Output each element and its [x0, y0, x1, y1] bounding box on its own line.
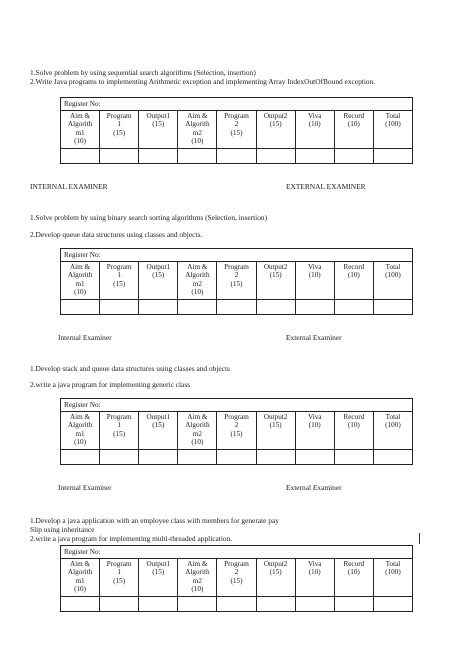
header-program-2: Program 2 (15) — [217, 559, 256, 597]
header-total: Total (100) — [373, 559, 412, 597]
mark-cell[interactable] — [139, 300, 178, 315]
header-program-1: Program 1 (15) — [100, 559, 139, 597]
mark-cell[interactable] — [139, 597, 178, 612]
header-program-2: Program 2 (15) — [217, 412, 256, 450]
mark-cell[interactable] — [295, 597, 334, 612]
header-viva: Viva (10) — [295, 262, 334, 300]
mark-cell[interactable] — [256, 300, 295, 315]
header-output-1: Output1 (15) — [139, 111, 178, 149]
header-aim-algorithm-2: Aim & Algorith m2 (10) — [178, 111, 217, 149]
mark-cell[interactable] — [100, 597, 139, 612]
mark-cell[interactable] — [139, 149, 178, 164]
section-4-task-2: 2.write a java program for implementing multi-threaded application. — [30, 534, 233, 543]
marks-table-3 — [60, 398, 413, 465]
internal-examiner-label: Internal Examiner — [58, 483, 112, 492]
marks-table-1 — [60, 97, 413, 164]
mark-cell[interactable] — [178, 149, 217, 164]
mark-cell[interactable] — [373, 450, 412, 465]
mark-cell[interactable] — [334, 300, 373, 315]
mark-cell[interactable] — [295, 149, 334, 164]
header-aim-algorithm-1: Aim & Algorith m1 (10) — [61, 559, 100, 597]
section-2-task-1: 1.Solve problem by using binary search sorting algorithms (Selection, insertion) — [30, 213, 268, 222]
mark-cell[interactable] — [256, 149, 295, 164]
section-4-task-1: 1.Develop a java application with an employee class with members for generate pay — [30, 516, 279, 525]
header-aim-algorithm-2: Aim & Algorith m2 (10) — [178, 262, 217, 300]
header-aim-algorithm-1: Aim & Algorith m1 (10) — [61, 412, 100, 450]
mark-cell[interactable] — [61, 450, 100, 465]
header-aim-algorithm-2: Aim & Algorith m2 (10) — [178, 412, 217, 450]
external-examiner-label: External Examiner — [286, 483, 342, 492]
header-record: Record (10) — [334, 412, 373, 450]
mark-cell[interactable] — [178, 450, 217, 465]
header-output-2: Output2 (15) — [256, 262, 295, 300]
header-output-2: Output2 (15) — [256, 559, 295, 597]
internal-examiner-label: Internal Examiner — [58, 333, 112, 342]
register-no-label: Register No: — [61, 399, 413, 412]
mark-cell[interactable] — [100, 149, 139, 164]
header-program-2: Program 2 (15) — [217, 262, 256, 300]
header-program-1: Program 1 (15) — [100, 111, 139, 149]
header-aim-algorithm-1: Aim & Algorith m1 (10) — [61, 111, 100, 149]
mark-cell[interactable] — [373, 597, 412, 612]
mark-cell[interactable] — [178, 300, 217, 315]
mark-cell[interactable] — [373, 300, 412, 315]
header-total: Total (100) — [373, 262, 412, 300]
header-viva: Viva (10) — [295, 111, 334, 149]
external-examiner-label: EXTERNAL EXAMINER — [286, 182, 366, 191]
header-program-2: Program 2 (15) — [217, 111, 256, 149]
internal-examiner-label: INTERNAL EXAMINER — [30, 182, 108, 191]
mark-cell[interactable] — [217, 300, 256, 315]
header-output-2: Output2 (15) — [256, 412, 295, 450]
register-no-label: Register No: — [61, 98, 413, 111]
header-viva: Viva (10) — [295, 559, 334, 597]
header-aim-algorithm-2: Aim & Algorith m2 (10) — [178, 559, 217, 597]
mark-cell[interactable] — [61, 149, 100, 164]
marks-table-4 — [60, 545, 413, 612]
header-total: Total (100) — [373, 412, 412, 450]
mark-cell[interactable] — [61, 300, 100, 315]
marks-table-2 — [60, 248, 413, 315]
mark-cell[interactable] — [100, 450, 139, 465]
header-record: Record (10) — [334, 111, 373, 149]
header-viva: Viva (10) — [295, 412, 334, 450]
header-program-1: Program 1 (15) — [100, 412, 139, 450]
mark-cell[interactable] — [61, 597, 100, 612]
mark-cell[interactable] — [178, 597, 217, 612]
section-1-task-1: 1.Solve problem by using sequential search algorithms (Selection, insertion) — [30, 68, 256, 77]
mark-cell[interactable] — [334, 597, 373, 612]
header-total: Total (100) — [373, 111, 412, 149]
header-output-1: Output1 (15) — [139, 559, 178, 597]
header-output-2: Output2 (15) — [256, 111, 295, 149]
header-record: Record (10) — [334, 262, 373, 300]
external-examiner-label: External Examiner — [286, 333, 342, 342]
mark-cell[interactable] — [217, 450, 256, 465]
register-no-label: Register No: — [61, 249, 413, 262]
mark-cell[interactable] — [139, 450, 178, 465]
header-aim-algorithm-1: Aim & Algorith m1 (10) — [61, 262, 100, 300]
section-3-task-2: 2.write a java program for implementing generic class — [30, 380, 191, 389]
section-3-task-1: 1.Develop stack and queue data structures using classes and objects — [30, 364, 230, 373]
section-4-task-1-cont: Slip using inheritance — [30, 525, 95, 534]
mark-cell[interactable] — [295, 300, 334, 315]
mark-cell[interactable] — [334, 450, 373, 465]
mark-cell[interactable] — [256, 597, 295, 612]
header-output-1: Output1 (15) — [139, 262, 178, 300]
mark-cell[interactable] — [334, 149, 373, 164]
mark-cell[interactable] — [373, 149, 412, 164]
register-no-label: Register No: — [61, 546, 413, 559]
mark-cell[interactable] — [256, 450, 295, 465]
header-record: Record (10) — [334, 559, 373, 597]
mark-cell[interactable] — [295, 450, 334, 465]
section-1-task-2: 2.Write Java programs to implementing Arithmetic exception and implementing Array IndexOutOfBound exception. — [30, 77, 376, 86]
section-2-task-2: 2.Develop queue data structures using classes and objects. — [30, 230, 203, 239]
mark-cell[interactable] — [217, 149, 256, 164]
text-cursor — [419, 533, 420, 544]
header-program-1: Program 1 (15) — [100, 262, 139, 300]
mark-cell[interactable] — [217, 597, 256, 612]
header-output-1: Output1 (15) — [139, 412, 178, 450]
mark-cell[interactable] — [100, 300, 139, 315]
